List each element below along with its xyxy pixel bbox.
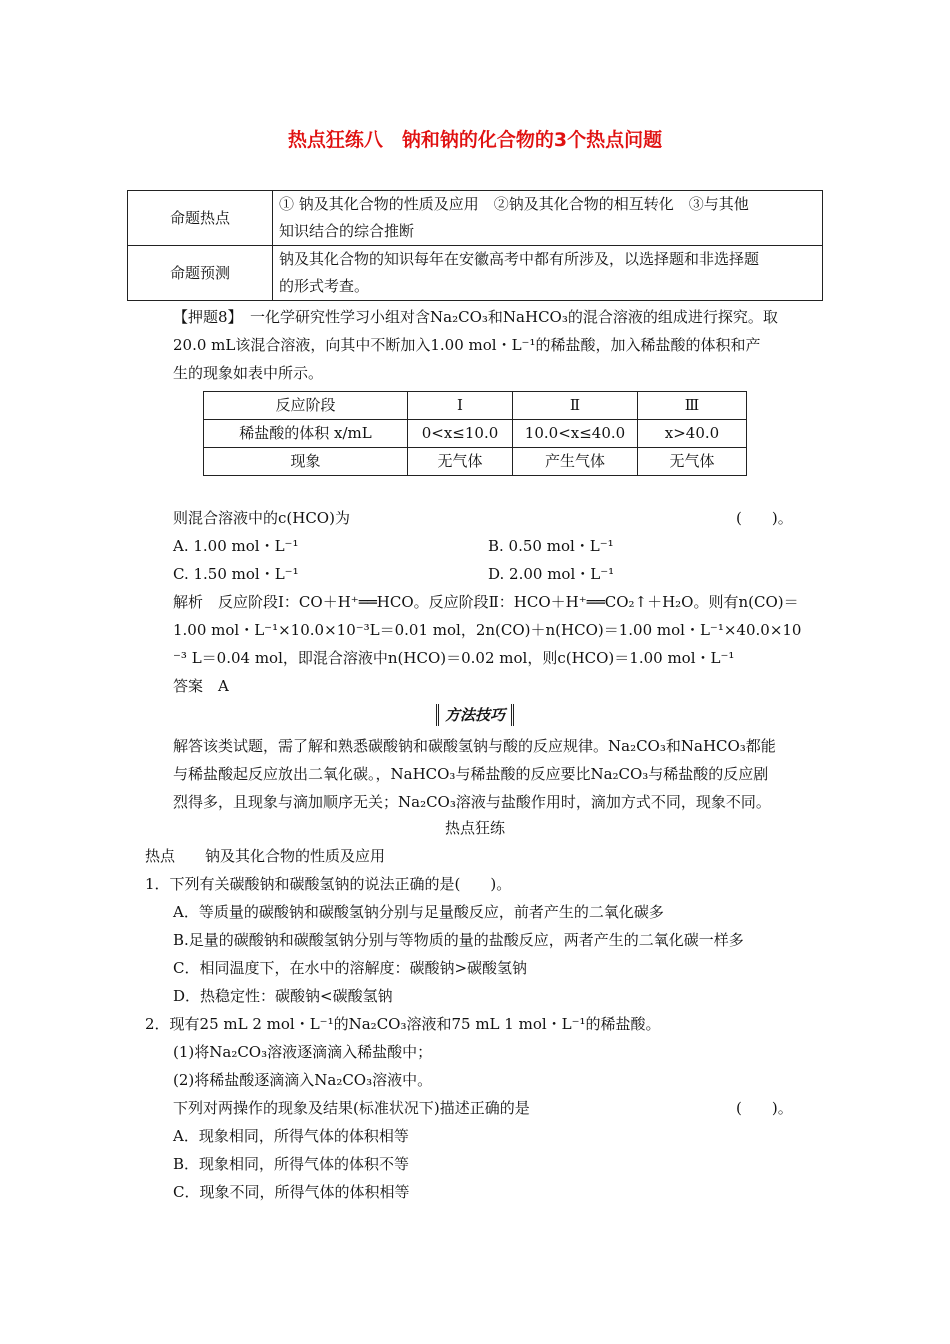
method-heading <box>0 704 950 726</box>
table-row <box>204 392 747 420</box>
q1-option: D．热稳定性：碳酸钠<碳酸氢钠 <box>173 987 393 1005</box>
method-line: 烈得多，且现象与滴加顺序无关；Na₂CO₃溶液与盐酸作用时，滴加方式不同，现象不同。 <box>173 793 771 811</box>
q1-option: C．相同温度下，在水中的溶解度：碳酸钠>碳酸氢钠 <box>173 959 528 977</box>
q2-option: A．现象相同，所得气体的体积相等 <box>173 1127 409 1145</box>
q2-question: 下列对两操作的现象及结果(标准状况下)描述正确的是 <box>173 1099 530 1117</box>
table-cell: 0<x≤10.0 <box>408 420 513 448</box>
method-line: 与稀盐酸起反应放出二氧化碳。，NaHCO₃与稀盐酸的反应要比Na₂CO₃与稀盐酸的反应剧 <box>173 765 769 783</box>
table-cell: Ⅰ <box>408 392 513 420</box>
q1-stem: 1．下列有关碳酸钠和碳酸氢钠的说法正确的是( )。 <box>145 875 512 893</box>
q2-option: C．现象不同，所得气体的体积相等 <box>173 1183 410 1201</box>
answer-blank: ( )。 <box>736 509 793 527</box>
solution-line: 解析 反应阶段Ⅰ：CO＋H⁺══HCO。反应阶段Ⅱ：HCO＋H⁺══CO₂↑＋H₂O。则有n(CO)＝ <box>173 593 799 611</box>
topic-info-table <box>127 190 823 301</box>
table-cell: 无气体 <box>638 448 747 476</box>
answer-line: 答案 A <box>173 677 229 695</box>
table-cell: Ⅱ <box>513 392 638 420</box>
q2-operation: (2)将稀盐酸逐滴滴入Na₂CO₃溶液中。 <box>173 1071 433 1089</box>
solution-line: ⁻³ L＝0.04 mol，即混合溶液中n(HCO)＝0.02 mol，则c(HCO)＝1.00 mol・L⁻¹ <box>173 649 735 667</box>
problem-line: 生的现象如表中所示。 <box>173 364 324 382</box>
method-heading-label: 方法技巧 <box>436 704 514 726</box>
table-cell: 稀盐酸的体积 x/mL <box>204 420 408 448</box>
table-cell: 产生气体 <box>513 448 638 476</box>
practice-topic: 热点 钠及其化合物的性质及应用 <box>145 847 386 865</box>
question-text: 则混合溶液中的c(HCO)为 <box>173 509 350 527</box>
q2-operation: (1)将Na₂CO₃溶液逐滴滴入稀盐酸中； <box>173 1043 433 1061</box>
q2-option: B．现象相同，所得气体的体积不等 <box>173 1155 410 1173</box>
option-b: B. 0.50 mol・L⁻¹ <box>488 537 614 555</box>
table-row <box>204 448 747 476</box>
practice-heading: 热点狂练 <box>444 819 505 837</box>
info-value <box>273 191 823 246</box>
table-cell: x>40.0 <box>638 420 747 448</box>
table-cell: 现象 <box>204 448 408 476</box>
info-line: 的形式考查。 <box>279 277 370 295</box>
info-key: 命题预测 <box>128 246 273 301</box>
table-row <box>204 420 747 448</box>
reaction-table <box>203 391 747 476</box>
table-cell: 反应阶段 <box>204 392 408 420</box>
q1-option: B.足量的碳酸钠和碳酸氢钠分别与等物质的量的盐酸反应，两者产生的二氧化碳一样多 <box>173 931 744 949</box>
info-value <box>273 246 823 301</box>
option-c: C. 1.50 mol・L⁻¹ <box>173 565 299 583</box>
table-cell: 10.0<x≤40.0 <box>513 420 638 448</box>
table-cell: 无气体 <box>408 448 513 476</box>
option-d: D. 2.00 mol・L⁻¹ <box>488 565 615 583</box>
info-line: ① 钠及其化合物的性质及应用 ②钠及其化合物的相互转化 ③与其他 <box>279 195 749 213</box>
q1-option: A．等质量的碳酸钠和碳酸氢钠分别与足量酸反应，前者产生的二氧化碳多 <box>173 903 664 921</box>
page-title: 热点狂练八 钠和钠的化合物的3个热点问题 <box>287 129 663 151</box>
answer-blank: ( )。 <box>736 1099 793 1117</box>
info-line: 知识结合的综合推断 <box>279 222 415 240</box>
q2-stem: 2．现有25 mL 2 mol・L⁻¹的Na₂CO₃溶液和75 mL 1 mol・L⁻¹的稀盐酸。 <box>145 1015 661 1033</box>
problem-line: 20.0 mL该混合溶液，向其中不断加入1.00 mol・L⁻¹的稀盐酸，加入稀盐酸的体积和产 <box>173 336 761 354</box>
method-line: 解答该类试题，需了解和熟悉碳酸钠和碳酸氢钠与酸的反应规律。Na₂CO₃和NaHCO₃都能 <box>173 737 776 755</box>
info-row-hot <box>128 191 823 246</box>
info-row-forecast <box>128 246 823 301</box>
info-line: 钠及其化合物的知识每年在安徽高考中都有所涉及，以选择题和非选择题 <box>279 250 760 268</box>
option-a: A. 1.00 mol・L⁻¹ <box>173 537 299 555</box>
info-key: 命题热点 <box>128 191 273 246</box>
problem-line: 【押题8】 一化学研究性学习小组对含Na₂CO₃和NaHCO₃的混合溶液的组成进行探究。取 <box>173 308 778 326</box>
table-cell: Ⅲ <box>638 392 747 420</box>
solution-line: 1.00 mol・L⁻¹×10.0×10⁻³L＝0.01 mol，2n(CO)＋n(HCO)＝1.00 mol・L⁻¹×40.0×10 <box>173 621 802 639</box>
